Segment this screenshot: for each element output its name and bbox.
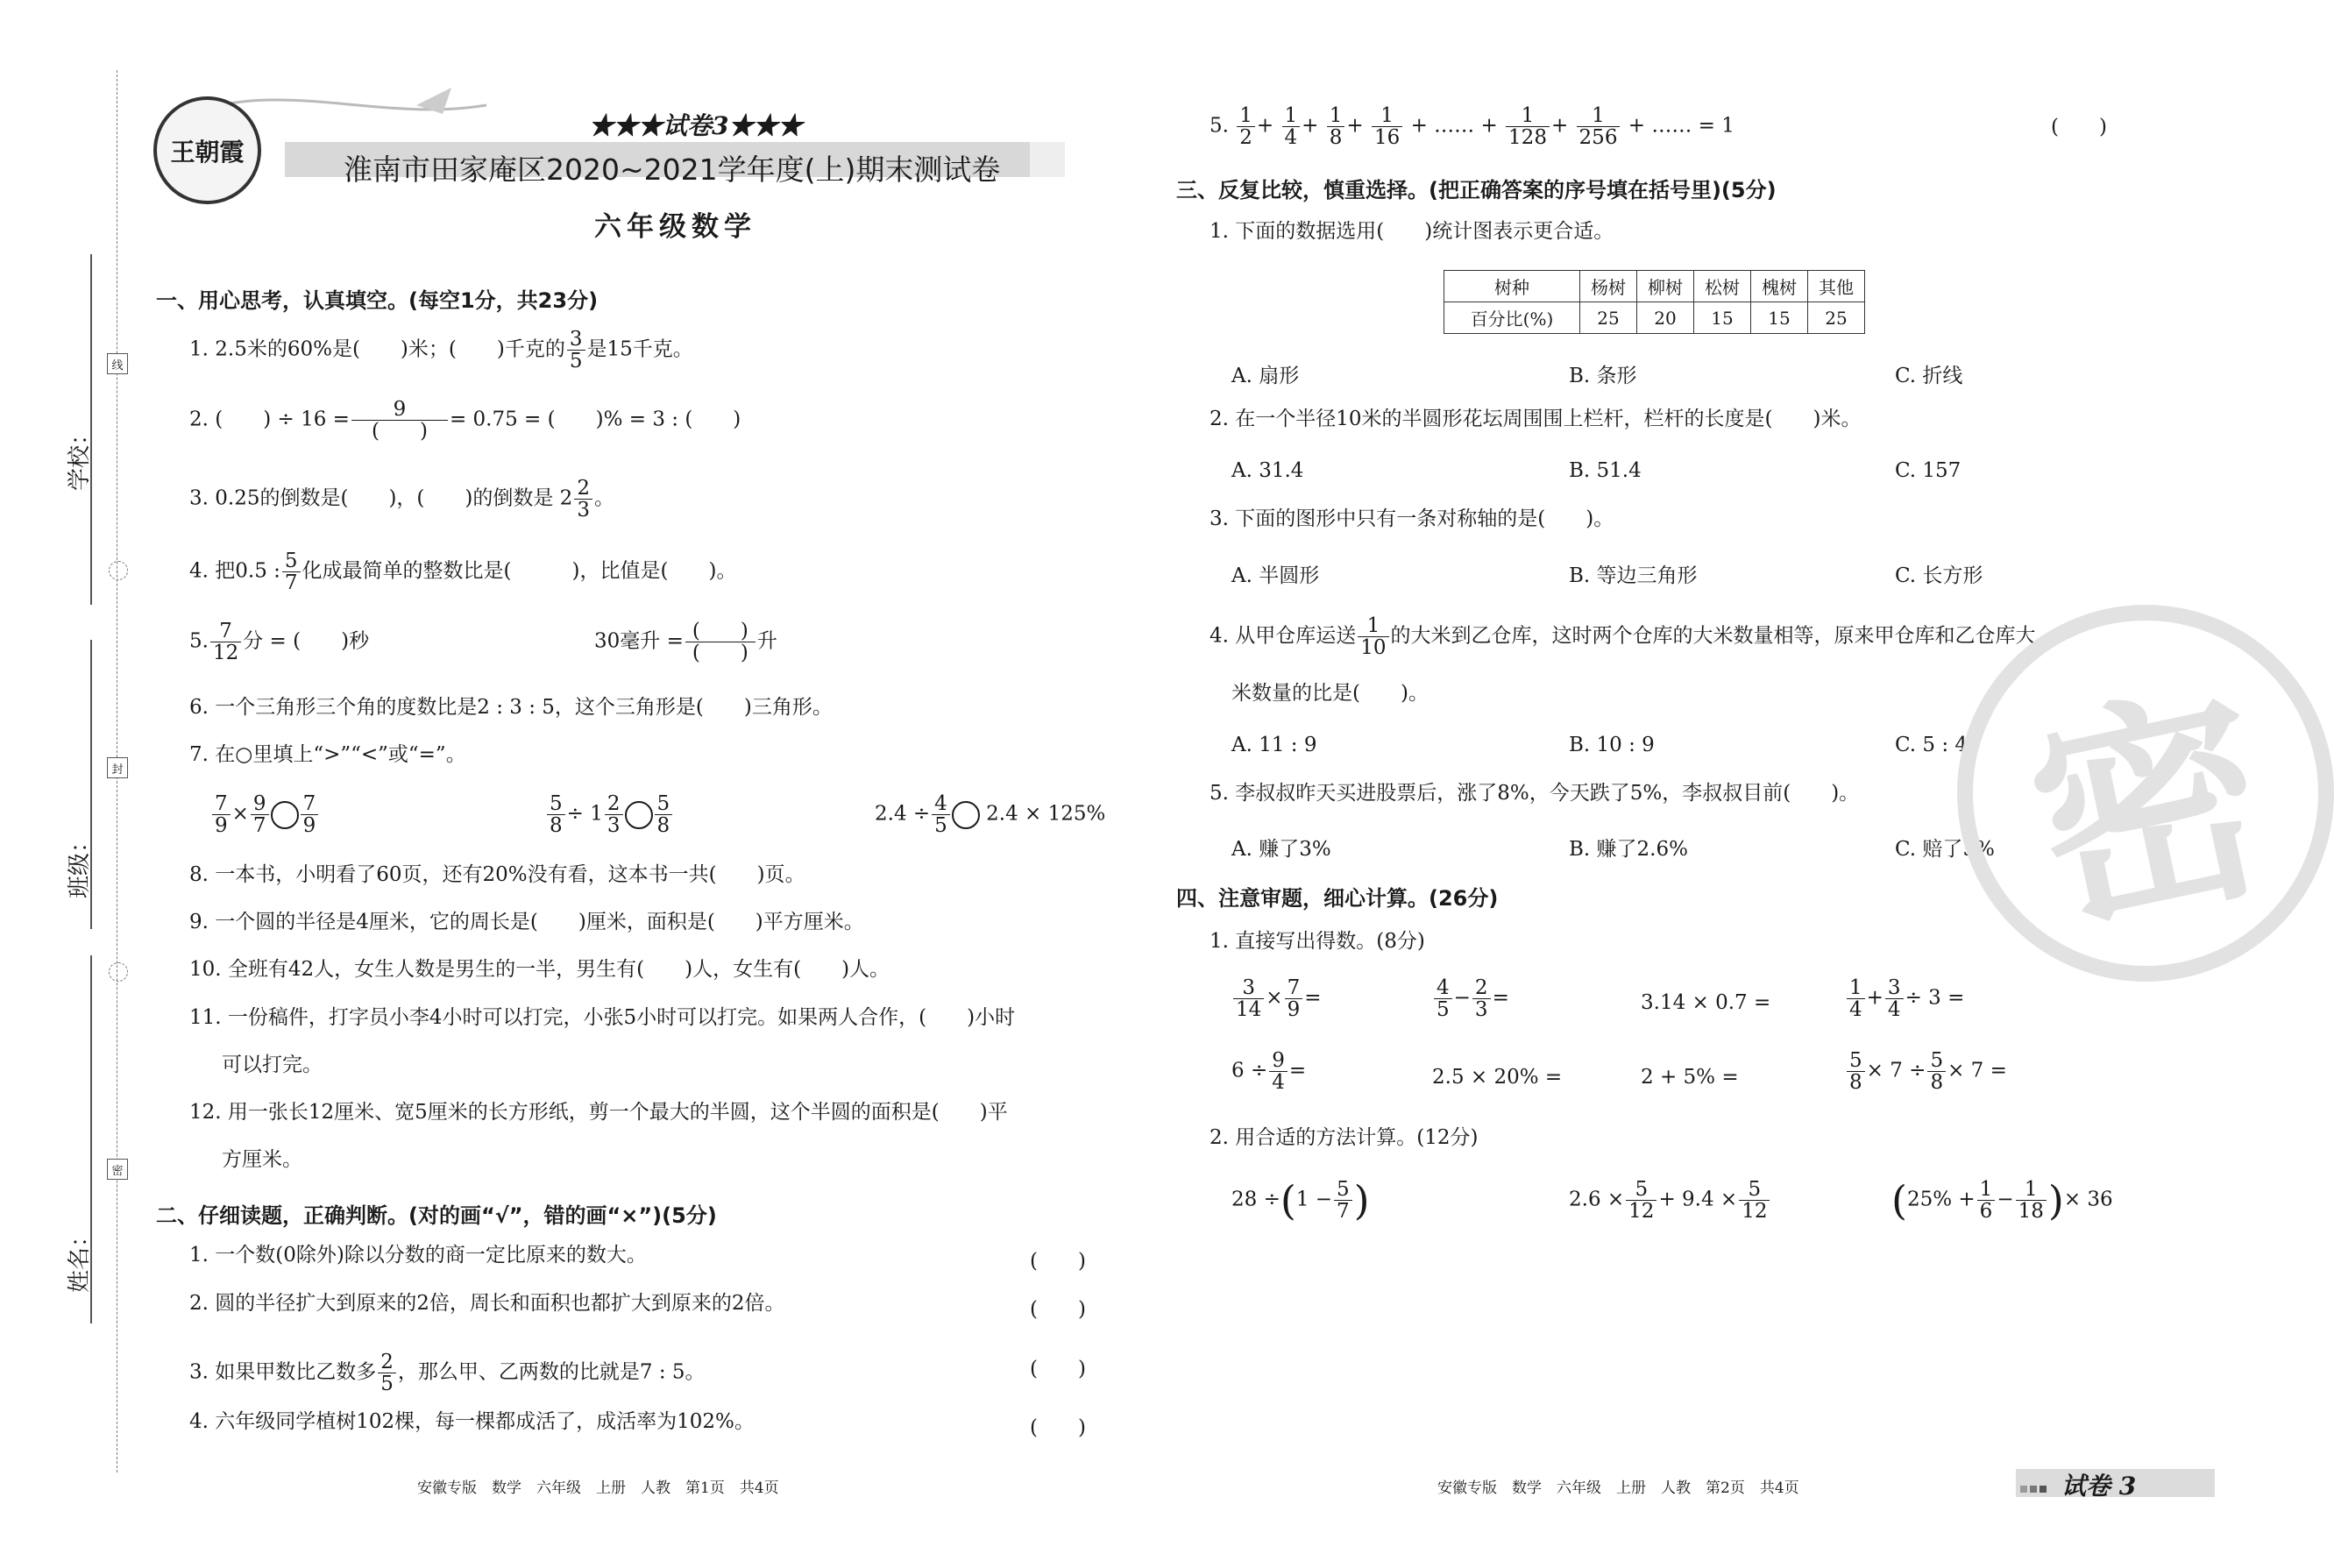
calc-problem: 2.6 × $\frac{5}{12}$ + 9.4 × $\frac{5}{12}$ — [1569, 1179, 1771, 1222]
table-cell: 15 — [1694, 302, 1751, 334]
s3-q4-opt-b[interactable]: B. 10 : 9 — [1569, 734, 1655, 756]
table-cell: 百分比(%) — [1444, 302, 1580, 334]
s3-q3: 3. 下面的图形中只有一条对称轴的是( )。 — [1210, 507, 1614, 530]
s3-q2-opt-b[interactable]: B. 51.4 — [1569, 459, 1642, 482]
footer-left: 安徽专版 数学 六年级 上册 人教 第1页 共4页 — [417, 1479, 779, 1497]
name-field-label: 姓名： — [67, 1224, 93, 1293]
footer-tab-dots — [2020, 1479, 2047, 1496]
calc-item: $\frac{3}{14}$ × $\frac{7}{9}$ = — [1231, 977, 1321, 1020]
s1-q12b: 方厘米。 — [222, 1148, 302, 1171]
s3-q5-opt-b[interactable]: B. 赚了2.6% — [1569, 838, 1688, 861]
logo-icon — [153, 96, 261, 204]
answer-paren[interactable]: ( ) — [1030, 1250, 1086, 1273]
answer-paren[interactable]: ( ) — [1030, 1298, 1086, 1321]
table-cell: 槐树 — [1751, 271, 1808, 302]
s1-q10: 10. 全班有42人，女生人数是男生的一半，男生有( )人，女生有( )人。 — [189, 958, 890, 981]
s1-q9: 9. 一个圆的半径是4厘米，它的周长是( )厘米，面积是( )平方厘米。 — [189, 911, 864, 933]
s1-q7a: $\frac{7}{9}$ × $\frac{9}{7}$ $\frac{7}{9}$ — [210, 793, 320, 836]
s1-q2: 2. ( ) ÷ 16 = $\frac{9}{( )}$ = 0.75 = ( )% = 3 : ( ) — [189, 398, 741, 443]
s3-q3-opt-c[interactable]: C. 长方形 — [1895, 564, 1983, 587]
table-cell: 杨树 — [1580, 271, 1637, 302]
s4-sub2: 2. 用合适的方法计算。(12分) — [1210, 1126, 1479, 1149]
answer-paren[interactable]: ( ) — [1030, 1416, 1086, 1439]
table-cell: 柳树 — [1637, 271, 1694, 302]
calc-item: 6 ÷ $\frac{9}{4}$ = — [1231, 1049, 1307, 1095]
s2-q2: 2. 圆的半径扩大到原来的2倍，周长和面积也都扩大到原来的2倍。 — [189, 1292, 785, 1315]
class-field-label: 班级： — [67, 829, 93, 898]
s3-q1-opt-c[interactable]: C. 折线 — [1895, 365, 1963, 387]
s3-q4-opt-c[interactable]: C. 5 : 4 — [1895, 734, 1969, 756]
exam-badge: ★★★试卷3★★★ — [589, 111, 803, 140]
s3-q5-opt-a[interactable]: A. 赚了3% — [1231, 838, 1331, 861]
calc-item: 2.5 × 20% = — [1432, 1066, 1563, 1089]
s1-q12a: 12. 用一张长12厘米、宽5厘米的长方形纸，剪一个最大的半圆，这个半圆的面积是( )平 — [189, 1101, 1008, 1124]
s1-q6: 6. 一个三角形三个角的度数比是2 : 3 : 5，这个三角形是( )三角形。 — [189, 696, 833, 719]
table-cell: 其他 — [1808, 271, 1865, 302]
s3-q2-opt-a[interactable]: A. 31.4 — [1231, 459, 1304, 482]
answer-paren[interactable]: ( ) — [2051, 116, 2107, 138]
stamp-text: 密 — [2011, 659, 2289, 966]
table-cell: 25 — [1580, 302, 1637, 334]
seal-mark-line: 线 — [107, 353, 128, 374]
s1-q7c: 2.4 ÷ $\frac{4}{5}$ 2.4 × 125% — [875, 792, 1106, 838]
table-cell: 松树 — [1694, 271, 1751, 302]
s4-sub1: 1. 直接写出得数。(8分) — [1210, 930, 1425, 953]
s2-q5: 5. $\frac{1}{2}$ + $\frac{1}{4}$ + $\frac{1}{8}$ + $\frac{1}{16}$ + …… + $\frac{1}{128}$ + $\frac{1}{256}$ + …… = 1 — [1210, 104, 1735, 150]
s1-q5: 5. $\frac{7}{12}$ 分 = ( )秒 — [189, 620, 370, 665]
exam-subtitle: 六年级数学 — [594, 211, 756, 243]
compare-circle[interactable] — [625, 801, 653, 829]
table-header-row — [1444, 271, 1865, 302]
punch-hole-icon — [109, 962, 128, 982]
calc-item: $\frac{5}{8}$ × 7 ÷ $\frac{5}{8}$ × 7 = — [1845, 1050, 2007, 1093]
calc-problem: (25% + $\frac{1}{6}$ − $\frac{1}{18}$ )× 36 — [1891, 1176, 2113, 1224]
table-row — [1444, 302, 1865, 334]
s3-q2-opt-c[interactable]: C. 157 — [1895, 459, 1962, 482]
compare-circle[interactable] — [271, 801, 299, 829]
seal-mark-feng: 封 — [107, 757, 128, 778]
s3-q2: 2. 在一个半径10米的半圆形花坛周围围上栏杆，栏杆的长度是( )米。 — [1210, 408, 1862, 430]
s3-q5: 5. 李叔叔昨天买进股票后，涨了8%，今天跌了5%，李叔叔目前( )。 — [1210, 782, 1860, 805]
section1-title: 一、用心思考，认真填空。(每空1分，共23分) — [156, 288, 599, 313]
s3-q1-opt-b[interactable]: B. 条形 — [1569, 365, 1637, 387]
s1-q7: 7. 在○里填上“>”“<”或“=”。 — [189, 743, 466, 766]
s1-q7b: $\frac{5}{8}$ ÷ 1 $\frac{2}{3}$ $\frac{5}{8}$ — [545, 793, 674, 836]
s1-q5-volume: 30毫升 = $\frac{( )}{( )}$ 升 — [594, 620, 777, 665]
exam-title: 淮南市田家庵区2020~2021学年度(上)期末测试卷 — [344, 153, 1001, 187]
logo-text: 王朝霞 — [170, 137, 245, 167]
school-field-label: 学校： — [67, 422, 93, 491]
s2-q1: 1. 一个数(0除外)除以分数的商一定比原来的数大。 — [189, 1244, 647, 1266]
seal-mark-mi: 密 — [107, 1159, 128, 1180]
section2-title: 二、仔细读题，正确判断。(对的画“√”，错的画“×”)(5分) — [156, 1203, 717, 1228]
s2-q3: 3. 如果甲数比乙数多 $\frac{2}{5}$ ，那么甲、乙两数的比就是7 : 5。 — [189, 1351, 706, 1396]
s3-q3-opt-a[interactable]: A. 半圆形 — [1231, 564, 1320, 587]
calc-item: $\frac{1}{4}$ + $\frac{3}{4}$ ÷ 3 = — [1845, 977, 1964, 1020]
s3-q5-opt-c[interactable]: C. 赔了5% — [1895, 838, 1995, 861]
table-cell: 树种 — [1444, 271, 1580, 302]
s3-q1: 1. 下面的数据选用( )统计图表示更合适。 — [1210, 220, 1614, 243]
footer-tab-label: 试卷 3 — [2061, 1472, 2137, 1501]
section3-title: 三、反复比较，慎重选择。(把正确答案的序号填在括号里)(5分) — [1176, 178, 1777, 202]
s3-q4: 4. 从甲仓库运送 $\frac{1}{10}$ 的大米到乙仓库，这时两个仓库的大米数量相等，原来甲仓库和乙仓库大 — [1210, 614, 2036, 660]
s1-q3: 3. 0.25的倒数是( )，( )的倒数是 2 $\frac{2}{3}$ 。 — [189, 477, 614, 522]
s1-q11a: 11. 一份稿件，打字员小李4小时可以打完，小张5小时可以打完。如果两人合作，( )小时 — [189, 1006, 1016, 1029]
s1-q11b: 可以打完。 — [222, 1054, 323, 1076]
s3-q4-cont: 米数量的比是( )。 — [1231, 682, 1429, 705]
s1-q1: 1. 2.5米的60%是( )米；( )千克的 $\frac{3}{5}$ 是15千克。 — [189, 328, 693, 373]
table-cell: 15 — [1751, 302, 1808, 334]
s1-q4: 4. 把0.5 : $\frac{5}{7}$ 化成最简单的整数比是( )，比值是( )。 — [189, 550, 737, 595]
tree-percent-table — [1444, 270, 1865, 334]
s1-q8: 8. 一本书，小明看了60页，还有20%没有看，这本书一共( )页。 — [189, 863, 805, 886]
s2-q4: 4. 六年级同学植树102棵，每一棵都成活了，成活率为102%。 — [189, 1410, 755, 1433]
section4-title: 四、注意审题，细心计算。(26分) — [1176, 886, 1499, 911]
s3-q3-opt-b[interactable]: B. 等边三角形 — [1569, 564, 1698, 587]
table-cell: 20 — [1637, 302, 1694, 334]
calc-problem: 28 ÷(1 − $\frac{5}{7}$ ) — [1231, 1176, 1370, 1224]
calc-item: $\frac{4}{5}$ − $\frac{2}{3}$ = — [1432, 977, 1509, 1020]
punch-hole-icon — [109, 561, 128, 580]
answer-paren[interactable]: ( ) — [1030, 1358, 1086, 1380]
s3-q1-opt-a[interactable]: A. 扇形 — [1231, 365, 1300, 387]
secret-stamp-icon — [1957, 605, 2334, 982]
table-cell: 25 — [1808, 302, 1865, 334]
s3-q4-opt-a[interactable]: A. 11 : 9 — [1231, 734, 1317, 756]
calc-item: 3.14 × 0.7 = — [1641, 991, 1771, 1014]
calc-item: 2 + 5% = — [1641, 1066, 1739, 1089]
compare-circle[interactable] — [952, 801, 980, 829]
footer-right: 安徽专版 数学 六年级 上册 人教 第2页 共4页 — [1437, 1479, 1799, 1497]
